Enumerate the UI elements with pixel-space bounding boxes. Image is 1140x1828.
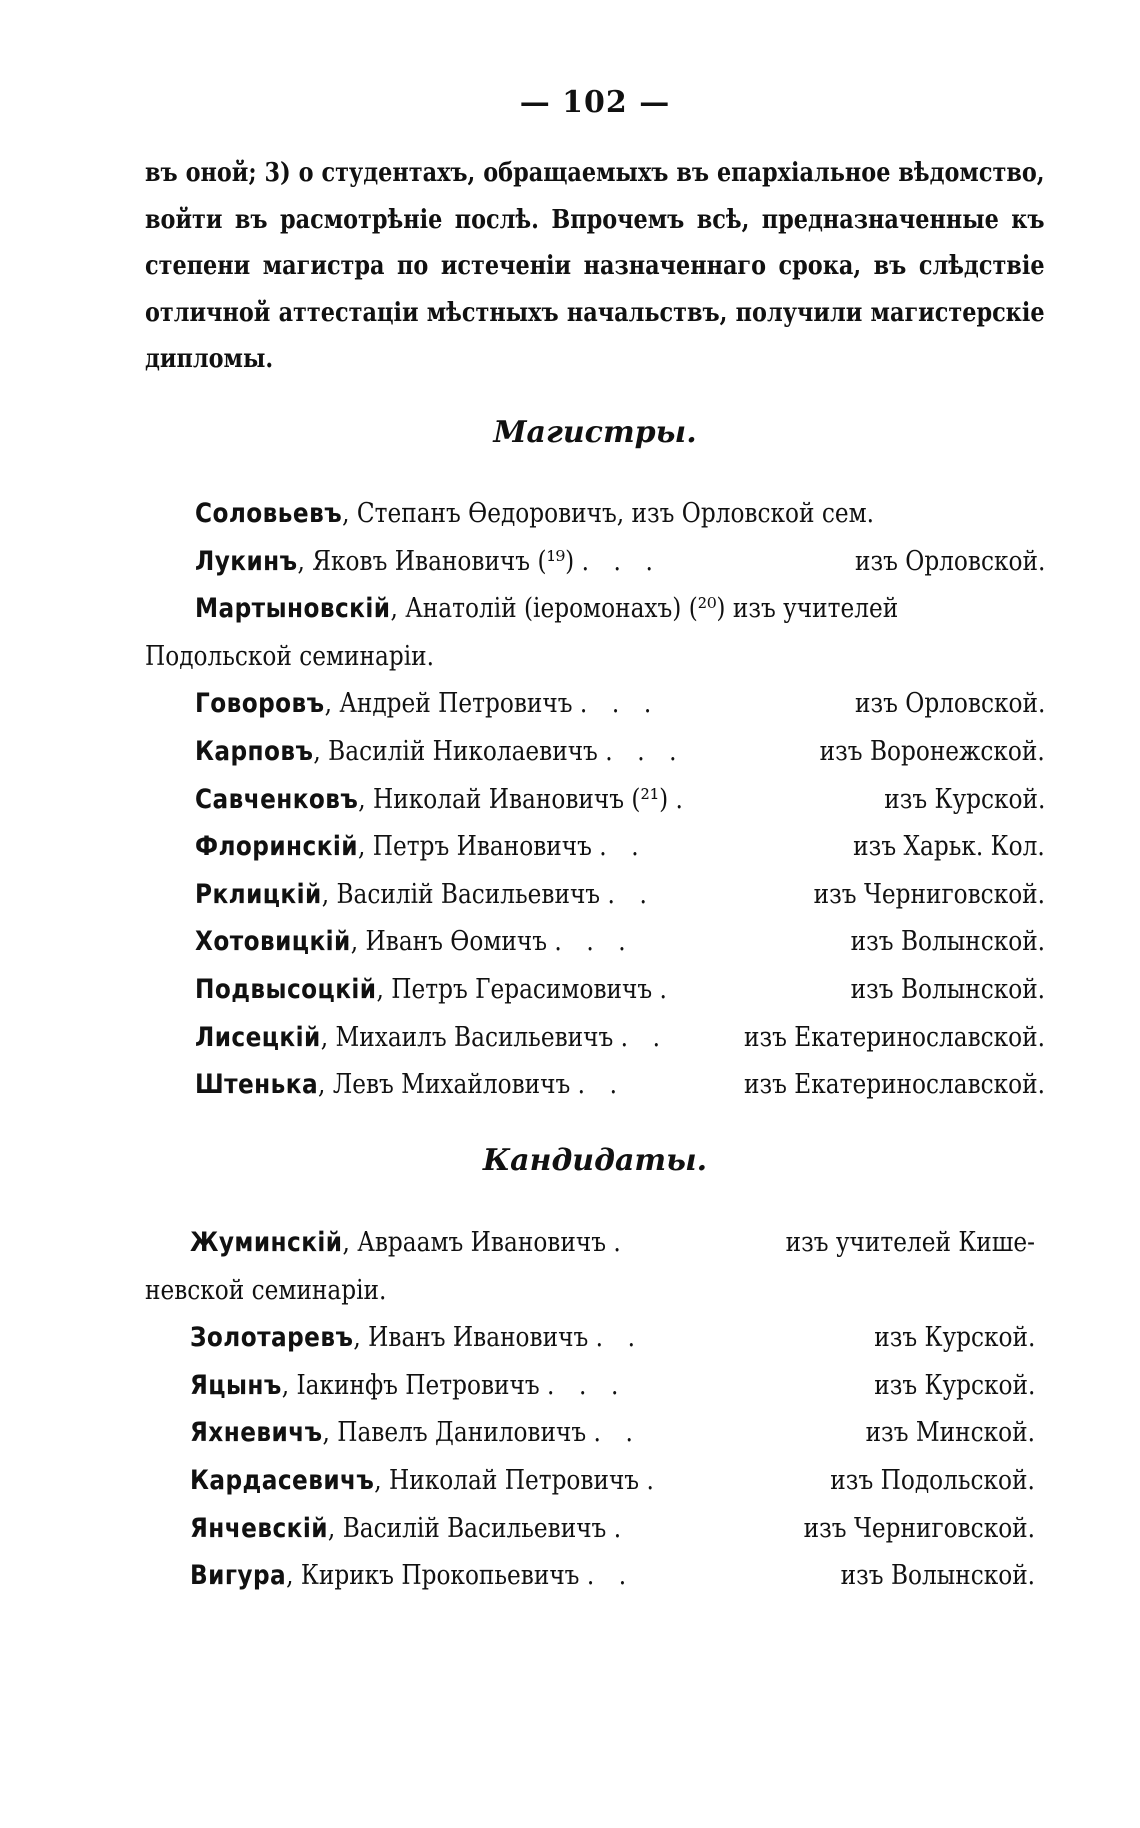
entry-origin: изъ Волынской. [840, 1560, 1035, 1592]
entry-origin: изъ Харьк. Кол. [853, 831, 1045, 863]
entry-name [190, 1362, 627, 1410]
candidates-list [0, 1219, 1140, 1600]
entry-leader-dots: . . [586, 1560, 635, 1592]
entry-given-names: , Иванъ Ѳомичъ [350, 926, 547, 958]
list-entry [0, 966, 1140, 1014]
list-entry [0, 538, 1140, 586]
entry-origin: изъ Подольской. [830, 1464, 1035, 1496]
intro-paragraph: въ оной; 3) о студентахъ, обращаемыхъ въ епархіальное вѣдомство, войти въ расмотрѣніе послѣ. Впрочемъ всѣ, предназначенные къ степени магистра по истеченіи назначеннаго срока, въ слѣдствіе отличной аттестаціи мѣстныхъ начальствъ, получили магистерскіе дипломы. [145, 158, 1045, 374]
entry-surname: Штенька [195, 1069, 319, 1101]
list-entry [0, 871, 1140, 919]
list-entry [0, 1362, 1140, 1410]
entry-leader-dots: . . [599, 831, 648, 863]
entry-name [195, 538, 661, 586]
entry-continuation-line [0, 1267, 1140, 1315]
entry-surname: Вигура [190, 1560, 287, 1592]
entry-leader-dots: . . . [547, 1369, 627, 1401]
entry-line [0, 1219, 1140, 1267]
list-entry [0, 728, 1140, 776]
entry-given-names: , Яковъ Ивановичъ (¹⁹) [297, 545, 575, 577]
list-entry [0, 1409, 1140, 1457]
entry-name [195, 776, 692, 824]
entry-given-names: , Степанъ Ѳедоровичъ, изъ Орловской сем. [342, 498, 875, 529]
entry-name [190, 1409, 641, 1457]
entry-continuation: Подольской семинаріи. [145, 640, 435, 672]
entry-surname: Хотовицкій [195, 926, 351, 958]
entry-given-names: , Андрей Петровичъ [324, 688, 573, 720]
entry-surname: Карповъ [195, 735, 314, 767]
entry-name [195, 1061, 626, 1109]
entry-name [195, 966, 676, 1014]
entry-given-names: , Іакинфъ Петровичъ [281, 1369, 540, 1401]
entry-origin: изъ Курской. [883, 783, 1045, 815]
entry-origin: изъ Черниговской. [803, 1512, 1035, 1544]
list-entry [0, 776, 1140, 824]
entry-origin: изъ Курской. [873, 1369, 1035, 1401]
entry-name [195, 585, 898, 633]
entry-given-names: , Василій Васильевичъ [327, 1512, 607, 1544]
entry-given-names: , Авраамъ Ивановичъ [342, 1227, 606, 1258]
entry-origin: изъ Екатеринославской. [743, 1021, 1045, 1053]
entry-leader-dots: . . [593, 1417, 642, 1449]
entry-name [195, 1014, 669, 1062]
entry-surname: Яцынъ [190, 1369, 282, 1401]
entry-continuation: невской семинаріи. [145, 1274, 387, 1306]
entry-given-names: , Иванъ Ивановичъ [353, 1322, 589, 1354]
entry-name [195, 823, 647, 871]
entry-name [195, 728, 685, 776]
entry-surname: Мартыновскій [195, 593, 391, 625]
entry-continuation-line [0, 633, 1140, 681]
entry-origin: изъ Волынской. [850, 926, 1045, 958]
entry-leader-dots: . [613, 1512, 630, 1544]
list-entry [0, 1014, 1140, 1062]
entry-surname: Янчевскій [190, 1512, 328, 1544]
entry-origin: изъ Волынской. [850, 973, 1045, 1005]
entry-line [0, 585, 1140, 633]
entry-given-names: , Михаилъ Васильевичъ [320, 1021, 614, 1053]
list-entry [0, 823, 1140, 871]
page-number: — 102 — [519, 85, 671, 120]
entry-name [190, 1505, 630, 1553]
entry-name [190, 1552, 635, 1600]
entry-name [195, 871, 655, 919]
entry-origin: изъ Минской. [865, 1417, 1035, 1449]
entry-leader-dots: . . [595, 1322, 644, 1354]
entry-given-names: , Петръ Ивановичъ [357, 831, 592, 863]
entry-origin: изъ Черниговской. [813, 878, 1045, 910]
entry-leader-dots: . . [620, 1021, 669, 1053]
entry-name [195, 918, 634, 966]
entry-leader-dots: . . [607, 878, 656, 910]
list-entry [0, 1552, 1140, 1600]
list-entry [0, 680, 1140, 728]
entry-leader-dots: . . [577, 1069, 626, 1101]
entry-origin: изъ Воронежской. [819, 735, 1045, 767]
list-entry [0, 490, 1140, 538]
list-entry [0, 585, 1140, 680]
entry-origin: изъ Екатеринославской. [743, 1069, 1045, 1101]
entry-given-names: , Левъ Михайловичъ [318, 1069, 571, 1101]
entry-given-names: , Николай Петровичъ [374, 1464, 640, 1496]
list-entry [0, 1314, 1140, 1362]
entry-given-names: , Николай Ивановичъ (²¹) [358, 783, 669, 815]
entry-surname: Соловьевъ [195, 498, 343, 529]
entry-origin: изъ Орловской. [854, 688, 1045, 720]
entry-surname: Лукинъ [195, 545, 298, 577]
entry-surname: Рклицкій [195, 878, 322, 910]
entry-leader-dots: . [675, 783, 692, 815]
entry-surname: Кардасевичъ [190, 1464, 375, 1496]
list-entry [0, 1061, 1140, 1109]
masters-heading: Магистры. [493, 415, 697, 450]
entry-given-names: , Василій Николаевичъ [313, 735, 598, 767]
entry-leader-dots: . . . [579, 688, 660, 720]
entry-name [195, 490, 874, 538]
entry-surname: Яхневичъ [190, 1417, 323, 1449]
entry-surname: Жуминскій [190, 1227, 343, 1258]
entry-origin: изъ Курской. [873, 1322, 1035, 1354]
entry-leader-dots: . [646, 1464, 663, 1496]
entry-name [190, 1219, 629, 1267]
list-entry [0, 1505, 1140, 1553]
list-entry [0, 1219, 1140, 1314]
list-entry [0, 1457, 1140, 1505]
entry-surname: Лисецкій [195, 1021, 321, 1053]
list-entry [0, 918, 1140, 966]
entry-leader-dots: . [659, 973, 676, 1005]
candidates-heading: Кандидаты. [482, 1143, 708, 1178]
entry-surname: Подвысоцкій [195, 973, 377, 1005]
entry-surname: Флоринскій [195, 831, 358, 863]
entry-given-names: , Петръ Герасимовичъ [376, 973, 653, 1005]
masters-list [0, 490, 1140, 1109]
entry-given-names: , Кирикъ Прокопьевичъ [286, 1560, 580, 1592]
entry-origin: изъ Орловской. [854, 545, 1045, 577]
entry-given-names: , Василій Васильевичъ [321, 878, 601, 910]
entry-name [190, 1457, 662, 1505]
entry-name [195, 680, 660, 728]
entry-name [190, 1314, 644, 1362]
entry-leader-dots: . . . [581, 545, 662, 577]
entry-leader-dots: . . . [605, 735, 686, 767]
entry-given-names: , Анатолій (іеромонахъ) (²⁰) изъ учителей [390, 593, 899, 625]
entry-origin: изъ учителей Кише- [785, 1227, 1035, 1258]
entry-leader-dots: . [613, 1227, 630, 1258]
entry-leader-dots: . . . [554, 926, 635, 958]
entry-surname: Савченковъ [195, 783, 359, 815]
entry-surname: Говоровъ [195, 688, 325, 720]
entry-surname: Золотаревъ [190, 1322, 354, 1354]
entry-given-names: , Павелъ Даниловичъ [322, 1417, 587, 1449]
